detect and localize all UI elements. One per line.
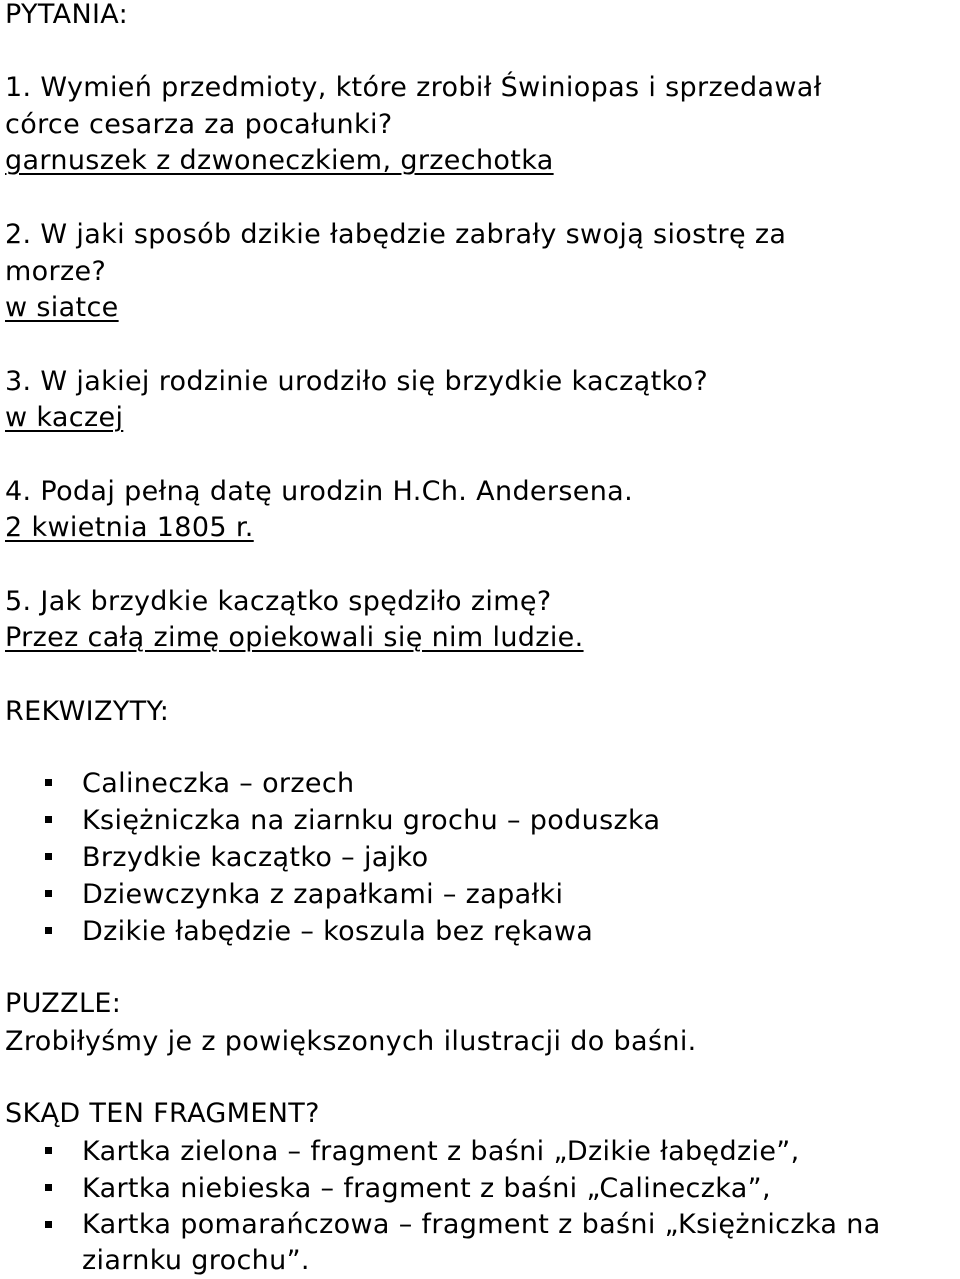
fragment-item: Kartka niebieska – fragment z baśni „Calineczka”, <box>82 1173 771 1204</box>
bullet-icon <box>45 779 52 786</box>
fragment-item: Kartka zielona – fragment z baśni „Dzikie łabędzie”, <box>82 1136 800 1167</box>
question-3: 3. W jakiej rodzinie urodziło się brzydkie kaczątko? <box>5 366 709 397</box>
question-5: 5. Jak brzydkie kaczątko spędziło zimę? <box>5 586 552 617</box>
answer-3: w kaczej <box>5 402 124 433</box>
bullet-icon <box>45 890 52 897</box>
props-item: Brzydkie kaczątko – jajko <box>82 842 429 873</box>
props-item: Dzikie łabędzie – koszula bez rękawa <box>82 916 594 947</box>
bullet-icon <box>45 927 52 934</box>
props-item: Dziewczynka z zapałkami – zapałki <box>82 879 564 910</box>
puzzle-text: Zrobiłyśmy je z powiększonych ilustracji do baśni. <box>5 1026 697 1057</box>
answer-2: w siatce <box>5 292 119 323</box>
section-heading-fragment: SKĄD TEN FRAGMENT? <box>5 1098 320 1129</box>
bullet-icon <box>45 1184 52 1191</box>
props-item: Calineczka – orzech <box>82 768 355 799</box>
section-heading-puzzle: PUZZLE: <box>5 988 122 1019</box>
section-heading-props: REKWIZYTY: <box>5 696 170 727</box>
fragment-item-continuation: ziarnku grochu”. <box>82 1245 310 1276</box>
answer-4: 2 kwietnia 1805 r. <box>5 512 254 543</box>
question-2-line-1: 2. W jaki sposób dzikie łabędzie zabrały swoją siostrę za <box>5 219 787 250</box>
props-item: Księżniczka na ziarnku grochu – poduszka <box>82 805 661 836</box>
answer-5: Przez całą zimę opiekowali się nim ludzie. <box>5 622 584 653</box>
answer-1: garnuszek z dzwoneczkiem, grzechotka <box>5 145 554 176</box>
bullet-icon <box>45 816 52 823</box>
bullet-icon <box>45 853 52 860</box>
bullet-icon <box>45 1221 52 1228</box>
question-4: 4. Podaj pełną datę urodzin H.Ch. Andersena. <box>5 476 634 507</box>
question-2-line-2: morze? <box>5 256 107 287</box>
section-heading-questions: PYTANIA: <box>5 0 129 30</box>
fragment-item: Kartka pomarańczowa – fragment z baśni „Księżniczka na <box>82 1209 881 1240</box>
question-1-line-2: córce cesarza za pocałunki? <box>5 109 393 140</box>
bullet-icon <box>45 1147 52 1154</box>
question-1-line-1: 1. Wymień przedmioty, które zrobił Świniopas i sprzedawał <box>5 72 822 103</box>
